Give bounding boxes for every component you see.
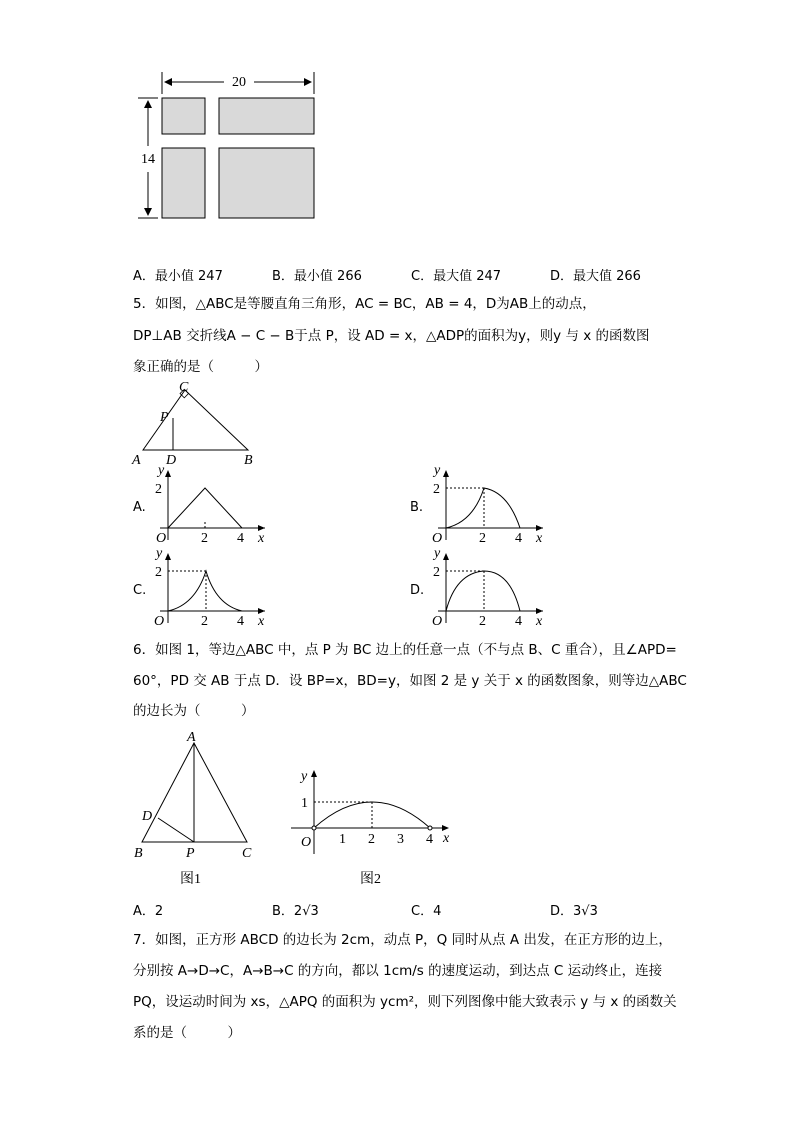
q6-segment-pd <box>158 818 194 842</box>
q6-fig2-caption: 图2 <box>360 872 381 887</box>
svg-text:B: B <box>134 846 143 861</box>
q6-line-3: 的边长为（ ） <box>133 703 255 719</box>
svg-text:y: y <box>434 463 441 478</box>
q4-option-c[interactable]: C．最大值 247 <box>411 269 502 284</box>
svg-text:2: 2 <box>433 482 440 497</box>
q5-graph-c <box>150 543 275 628</box>
q5-option-d[interactable]: D. <box>410 583 425 598</box>
height-label: 14 <box>141 152 155 167</box>
q6-line-2: 60°，PD 交 AB 于点 D．设 BP=x，BD=y，如图 2 是 y 关于 x 的函数图象，则等边△ABC <box>133 673 687 689</box>
svg-text:x: x <box>258 531 265 545</box>
svg-text:P: P <box>186 846 195 861</box>
q4-option-a[interactable]: A．最小值 247 <box>133 269 223 284</box>
svg-text:O: O <box>154 614 165 628</box>
q5-graph-d <box>428 543 553 628</box>
svg-text:C: C <box>179 380 189 395</box>
svg-text:D: D <box>142 809 153 824</box>
svg-text:y: y <box>434 546 441 561</box>
svg-text:4: 4 <box>237 531 244 545</box>
svg-text:x: x <box>536 531 543 545</box>
q7-line-2: 分别按 A→D→C，A→B→C 的方向，都以 1cm/s 的速度运动，到达点 C 运动终止，连接 <box>133 963 663 979</box>
q5-line-2: DP⊥AB 交折线A − C − B于点 P，设 AD = x，△ADP的面积为y，则y 与 x 的函数图 <box>133 328 650 344</box>
svg-text:y: y <box>301 769 308 784</box>
svg-text:O: O <box>156 531 167 545</box>
svg-text:4: 4 <box>515 614 522 628</box>
rect-bottom-left <box>162 148 205 218</box>
rect-top-right <box>219 98 314 134</box>
svg-text:2: 2 <box>368 832 375 847</box>
svg-text:1: 1 <box>339 832 346 847</box>
q7-line-4: 系的是（ ） <box>133 1025 241 1041</box>
q4-option-d[interactable]: D．最大值 266 <box>550 269 641 284</box>
q6-fig1-caption: 图1 <box>180 872 201 887</box>
svg-text:y: y <box>156 546 163 561</box>
svg-text:2: 2 <box>479 614 486 628</box>
svg-text:x: x <box>536 614 543 628</box>
svg-text:C: C <box>242 846 252 861</box>
q6-option-b[interactable]: B．2√3 <box>272 904 319 919</box>
q5-option-c[interactable]: C. <box>133 583 147 598</box>
svg-text:4: 4 <box>237 614 244 628</box>
q4-option-b[interactable]: B．最小值 266 <box>272 269 362 284</box>
svg-text:4: 4 <box>426 832 433 847</box>
q6-option-d[interactable]: D．3√3 <box>550 904 598 919</box>
svg-text:O: O <box>432 614 443 628</box>
q5-line-3: 象正确的是（ ） <box>133 359 268 375</box>
q5-graph-b <box>428 460 553 545</box>
q6-line-1: 6．如图 1，等边△ABC 中，点 P 为 BC 边上的任意一点（不与点 B、C 重合），且∠APD= <box>133 642 677 658</box>
svg-text:2: 2 <box>433 565 440 580</box>
svg-text:2: 2 <box>155 482 162 497</box>
svg-text:B: B <box>244 453 253 468</box>
rect-top-left <box>162 98 205 134</box>
q5-line-1: 5．如图，△ABC是等腰直角三角形，AC = BC，AB = 4，D为AB上的动点， <box>133 296 596 312</box>
q7-line-3: PQ，设运动时间为 xs，△APQ 的面积为 ycm²，则下列图像中能大致表示 y 与 x 的函数关 <box>133 994 677 1010</box>
svg-text:2: 2 <box>201 614 208 628</box>
svg-text:2: 2 <box>155 565 162 580</box>
svg-text:x: x <box>258 614 265 628</box>
q7-line-1: 7．如图，正方形 ABCD 的边长为 2cm，动点 P，Q 同时从点 A 出发，在正方形的边上， <box>133 932 672 948</box>
rect-bottom-right <box>219 148 314 218</box>
svg-text:3: 3 <box>397 832 404 847</box>
q6-figure-1 <box>128 728 268 893</box>
svg-text:P: P <box>160 410 169 425</box>
svg-text:O: O <box>301 835 312 850</box>
q5-option-a[interactable]: A. <box>133 500 146 515</box>
q5-option-b[interactable]: B. <box>410 500 424 515</box>
svg-text:2: 2 <box>201 531 208 545</box>
q5-graph-a <box>150 460 275 545</box>
svg-text:A: A <box>187 730 196 745</box>
svg-text:D: D <box>166 453 177 468</box>
q6-option-c[interactable]: C．4 <box>411 904 442 919</box>
rectangles-figure <box>130 68 330 228</box>
q6-option-a[interactable]: A．2 <box>133 904 164 919</box>
q6-figure-2 <box>285 762 460 892</box>
svg-text:1: 1 <box>301 796 308 811</box>
svg-text:2: 2 <box>479 531 486 545</box>
width-label: 20 <box>232 75 246 90</box>
q5-triangle-figure <box>128 378 268 468</box>
svg-text:4: 4 <box>515 531 522 545</box>
svg-text:A: A <box>132 453 141 468</box>
svg-text:x: x <box>443 831 450 846</box>
svg-text:y: y <box>158 463 165 478</box>
svg-text:O: O <box>432 531 443 545</box>
